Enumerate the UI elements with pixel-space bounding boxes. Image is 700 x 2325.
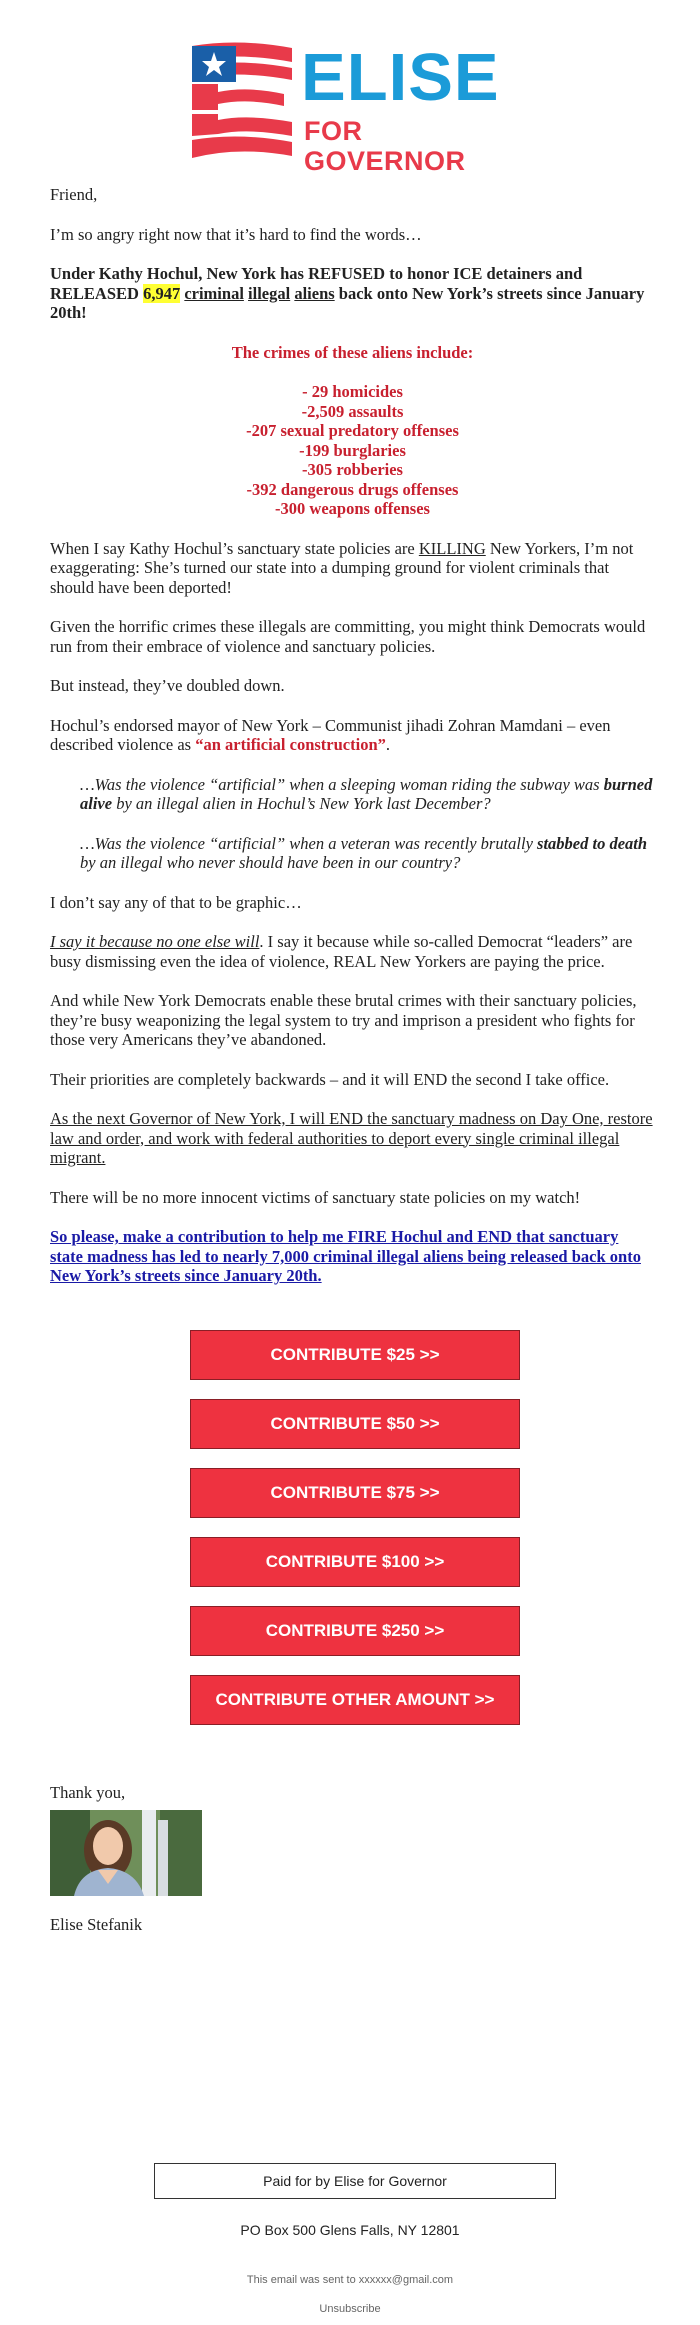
unsubscribe-link[interactable]: Unsubscribe [319,2303,381,2315]
contribute-link[interactable]: So please, make a contribution to help me FIRE Hochul and END that sanctuary state madness has led to nearly 7,000 criminal illegal aliens being released back onto New York’s streets since January 20th. [50,1227,641,1285]
no-one-paragraph: I say it because no one else will. I say it because while so-called Democrat “leaders” are busy dismissing even the idea of violence, REAL New Yorkers are paying the price. [50,932,633,971]
mailing-address: PO Box 500 Glens Falls, NY 12801 [240,2222,460,2238]
list-item: -199 burglaries [299,440,406,460]
sent-to-notice: This email was sent to xxxxxx@gmail.com [246,2274,454,2286]
list-item: -305 robberies [302,460,403,479]
campaign-logo [188,40,524,176]
priorities-paragraph: Their priorities are completely backwards – and it will END the second I take office. [50,1069,610,1089]
email-body [50,185,655,1286]
given-paragraph: Given the horrific crimes these illegals are committing, you might think Democrats would run from their embrace of violence and sanctuary policies. [50,617,646,656]
contribute-100-button[interactable]: CONTRIBUTE $100 >> [190,1537,520,1587]
list-item: -207 sexual predatory offenses [246,421,459,440]
signoff: Thank you, [50,1783,126,1802]
victims-paragraph: There will be no more innocent victims of sanctuary state policies on my watch! [50,1187,581,1207]
contribute-75-button[interactable]: CONTRIBUTE $75 >> [190,1468,520,1518]
mayor-paragraph: Hochul’s endorsed mayor of New York – Communist jihadi Zohran Mamdani – even described violence as “an artificial construction”. [50,715,611,754]
weaponize-paragraph: And while New York Democrats enable these brutal crimes with their sanctuary policies, they’re busy weaponizing the legal system to try and imprison a president who fights for those very Americans they’ve abandoned. [50,991,637,1049]
crimes-title: The crimes of these aliens include: [231,342,474,362]
list-item: -2,509 assaults [301,401,404,421]
contribute-25-button[interactable]: CONTRIBUTE $25 >> [190,1330,520,1380]
list-item: - 29 homicides [302,382,403,401]
instead-paragraph: But instead, they’ve doubled down. [50,676,285,695]
donation-buttons [190,1330,520,1744]
candidate-photo [50,1810,202,1896]
headline-paragraph: Under Kathy Hochul, New York has REFUSED to honor ICE detainers and RELEASED 6,947 criminal illegal aliens back onto New York’s streets since January 20th! [50,264,645,322]
contribute-250-button[interactable]: CONTRIBUTE $250 >> [190,1606,520,1656]
logo-subtitle: FOR GOVERNOR [304,116,466,176]
signer-name: Elise Stefanik [50,1915,143,1934]
released-count: 6,947 [143,283,181,303]
paid-for-disclaimer: Paid for by Elise for Governor [154,2163,556,2199]
crimes-list [50,382,655,519]
flag-e-icon [188,40,298,160]
portrait-icon [50,1810,202,1896]
list-item: -392 dangerous drugs offenses [246,479,459,499]
graphic-paragraph: I don’t say any of that to be graphic… [50,892,302,912]
intro-paragraph: I’m so angry right now that it’s hard to find the words… [50,224,422,244]
quote-veteran: …Was the violence “artificial” when a veteran was recently brutally stabbed to death by an illegal who never should have been in our country? [80,833,648,872]
quote-subway: …Was the violence “artificial” when a sleeping woman riding the subway was burned alive by an illegal alien in Hochul’s New York last December? [80,774,653,813]
killing-paragraph: When I say Kathy Hochul’s sanctuary state policies are KILLING New Yorkers, I’m not exaggerating: She’s turned our state into a dumping ground for violent criminals that should have been deported! [50,538,634,597]
contribute-other-button[interactable]: CONTRIBUTE OTHER AMOUNT >> [190,1675,520,1725]
list-item: -300 weapons offenses [275,499,430,518]
contribute-50-button[interactable]: CONTRIBUTE $50 >> [190,1399,520,1449]
governor-paragraph: As the next Governor of New York, I will END the sanctuary madness on Day One, restore law and order, and work with federal authorities to deport every single criminal illegal migrant. [50,1109,653,1167]
greeting: Friend, [50,185,98,204]
logo-name: ELISE [301,40,500,115]
